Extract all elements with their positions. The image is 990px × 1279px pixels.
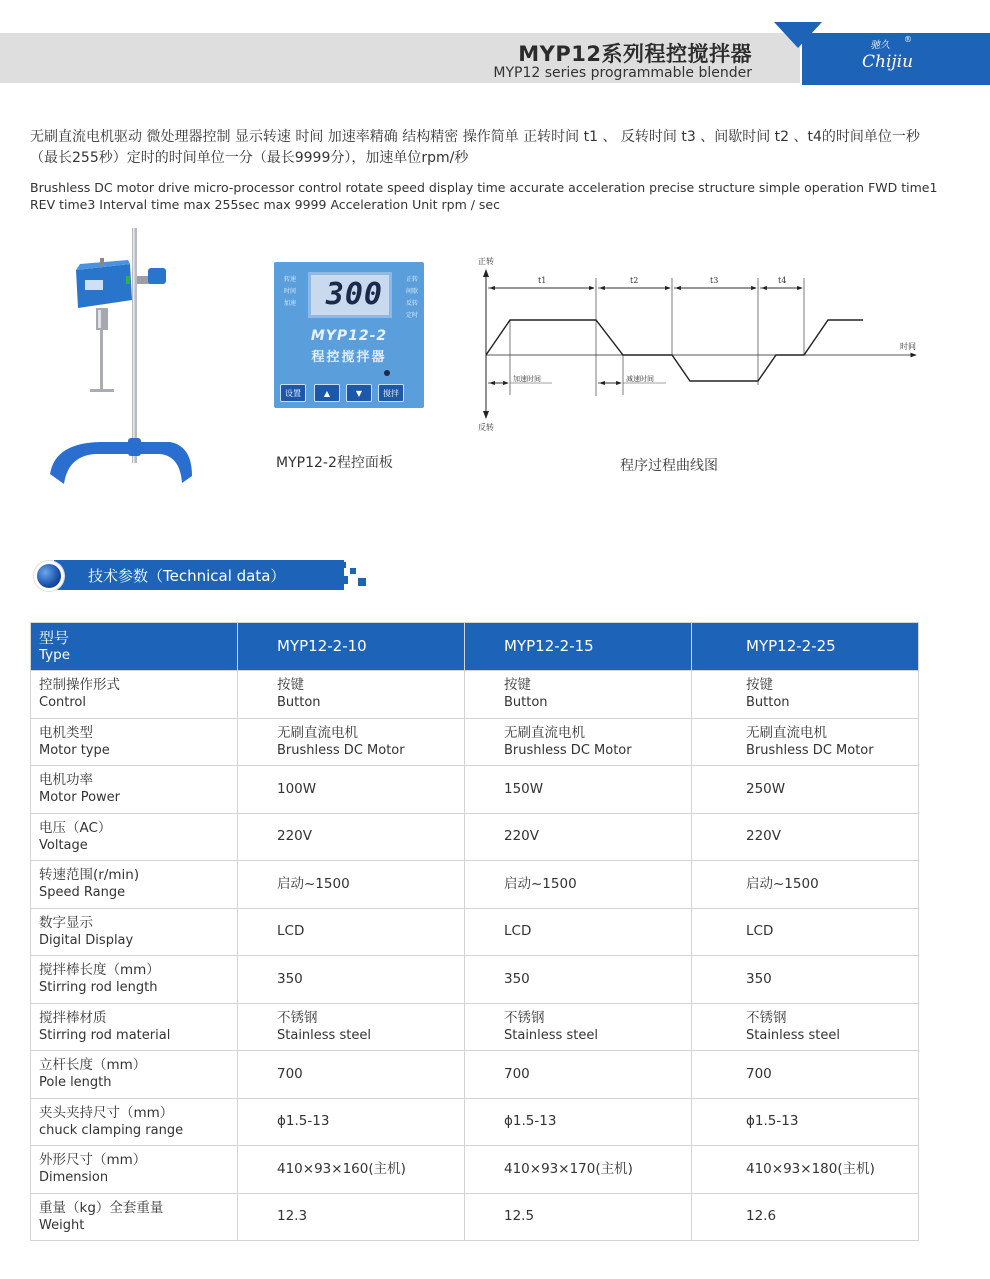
value-cell: 700	[692, 1051, 919, 1099]
brand-logo	[862, 35, 914, 72]
value-cell: 350	[238, 956, 465, 1004]
interval-t2: t2	[630, 276, 639, 285]
row-label-cell: 重量（kg）全套重量 Weight	[31, 1193, 238, 1241]
value-cell: 410×93×180(主机)	[692, 1146, 919, 1194]
row-label-cell: 立杆长度（mm） Pole length	[31, 1051, 238, 1099]
value-cell: 无刷直流电机 Brushless DC Motor	[465, 718, 692, 766]
section-title: 技术参数（Technical data）	[88, 567, 286, 585]
y-bottom-label: 反转	[478, 423, 494, 432]
value-cell: 启动~1500	[238, 861, 465, 909]
panel-left-label: 转速	[284, 276, 297, 283]
technical-data-table	[30, 622, 919, 1241]
row-label-cell: 外形尺寸（mm） Dimension	[31, 1146, 238, 1194]
value-cell: 不锈钢 Stainless steel	[692, 1003, 919, 1051]
table-row	[31, 1098, 919, 1146]
panel-left-label: 加速	[284, 300, 297, 307]
row-label-cell: 电机功率 Motor Power	[31, 766, 238, 814]
interval-t3: t3	[710, 276, 719, 285]
description-en: Brushless DC motor drive micro-processor control rotate speed display time accurate acceleration precise structure simple operation FWD time1 REV time3 Interval time max 255sec max 9999 Acceleration Unit rpm / sec	[30, 180, 938, 212]
logo-en: Chijiu	[862, 52, 914, 72]
row-label-cell: 电机类型 Motor type	[31, 718, 238, 766]
panel-set-button: 设置	[280, 384, 306, 402]
row-label-cell: 搅拌棒材质 Stirring rod material	[31, 1003, 238, 1051]
header-model-cell: MYP12-2-10	[238, 623, 465, 671]
table-header-row	[31, 623, 919, 671]
panel-name: 程控搅拌器	[311, 350, 387, 365]
panel-down-button: ▼	[346, 384, 372, 402]
page-subtitle: MYP12 series programmable blender	[493, 65, 752, 81]
panel-up-button: ▲	[314, 384, 340, 402]
header-notch-shape	[774, 22, 822, 48]
page-header	[0, 0, 990, 100]
value-cell: 350	[692, 956, 919, 1004]
decor-square-icon	[330, 571, 338, 579]
led-indicator-icon	[384, 370, 390, 376]
value-cell: 700	[238, 1051, 465, 1099]
decor-square-icon	[318, 575, 324, 581]
value-cell: 12.6	[692, 1193, 919, 1241]
table-row	[31, 1051, 919, 1099]
row-label-cell: 转速范围(r/min) Speed Range	[31, 861, 238, 909]
decor-square-icon	[350, 568, 356, 574]
table-row	[31, 671, 919, 719]
value-cell: 按键 Button	[465, 671, 692, 719]
value-cell: 250W	[692, 766, 919, 814]
header-model-cell: MYP12-2-25	[692, 623, 919, 671]
value-cell: 启动~1500	[465, 861, 692, 909]
value-cell: 不锈钢 Stainless steel	[238, 1003, 465, 1051]
value-cell: 按键 Button	[692, 671, 919, 719]
header-model-cell: MYP12-2-15	[465, 623, 692, 671]
value-cell: 700	[465, 1051, 692, 1099]
table-row	[31, 718, 919, 766]
row-label-cell: 电压（AC） Voltage	[31, 813, 238, 861]
section-header	[34, 560, 374, 592]
table-row	[31, 1193, 919, 1241]
logo-cn: 驰久	[870, 40, 890, 51]
value-cell: 220V	[465, 813, 692, 861]
value-cell: 启动~1500	[692, 861, 919, 909]
value-cell: 无刷直流电机 Brushless DC Motor	[238, 718, 465, 766]
value-cell: 12.5	[465, 1193, 692, 1241]
value-cell: 100W	[238, 766, 465, 814]
value-cell: 无刷直流电机 Brushless DC Motor	[692, 718, 919, 766]
table-row	[31, 908, 919, 956]
decor-square-icon	[318, 565, 326, 573]
value-cell: LCD	[238, 908, 465, 956]
value-cell: 410×93×170(主机)	[465, 1146, 692, 1194]
x-axis-label: 时间	[900, 342, 916, 351]
table-row	[31, 956, 919, 1004]
table-row	[31, 1003, 919, 1051]
bullet-sphere-icon	[34, 561, 64, 591]
description-cn: 无刷直流电机驱动 微处理器控制 显示转速 时间 加速率精确 结构精密 操作简单 正转时间 t1 、 反转时间 t3 、间歇时间 t2 、t4的时间单位一秒（最长255秒）定时的时间单位一分（最长9999分），加速单位rpm/秒	[30, 129, 920, 166]
value-cell: 不锈钢 Stainless steel	[465, 1003, 692, 1051]
panel-right-label: 正转	[406, 276, 419, 283]
value-cell: 350	[465, 956, 692, 1004]
row-label-cell: 夹头夹持尺寸（mm） chuck clamping range	[31, 1098, 238, 1146]
value-cell: 150W	[465, 766, 692, 814]
panel-model: MYP12-2	[310, 328, 388, 344]
value-cell: 12.3	[238, 1193, 465, 1241]
value-cell: 按键 Button	[238, 671, 465, 719]
panel-right-label: 反转	[406, 300, 419, 307]
header-label-cell: 型号 Type	[31, 623, 238, 671]
row-label-cell: 搅拌棒长度（mm） Stirring rod length	[31, 956, 238, 1004]
lcd-display	[308, 272, 392, 318]
page-title: MYP12系列程控搅拌器	[518, 42, 752, 66]
panel-caption: MYP12-2程控面板	[276, 455, 393, 471]
table-row	[31, 1146, 919, 1194]
panel-stir-button: 搅拌	[378, 384, 404, 402]
interval-t4: t4	[778, 276, 787, 285]
value-cell: ϕ1.5-13	[238, 1098, 465, 1146]
row-label-cell: 数字显示 Digital Display	[31, 908, 238, 956]
registered-icon: ®	[904, 35, 912, 44]
decel-time-label: 减速时间	[626, 375, 654, 383]
decor-square-icon	[340, 576, 348, 584]
row-label-cell: 控制操作形式 Control	[31, 671, 238, 719]
panel-right-label: 间歇	[406, 288, 419, 295]
decor-square-icon	[340, 562, 346, 568]
value-cell: LCD	[465, 908, 692, 956]
control-panel-image	[274, 262, 424, 408]
process-curve-diagram	[470, 250, 930, 440]
value-cell: 220V	[692, 813, 919, 861]
panel-right-label: 定时	[406, 312, 419, 319]
accel-time-label: 加速时间	[513, 375, 541, 383]
stirrer-product-image	[40, 228, 200, 498]
value-cell: 220V	[238, 813, 465, 861]
interval-t1: t1	[538, 276, 547, 285]
value-cell: 410×93×160(主机)	[238, 1146, 465, 1194]
value-cell: ϕ1.5-13	[692, 1098, 919, 1146]
panel-left-label: 时间	[284, 288, 297, 295]
decor-square-icon	[358, 578, 366, 586]
diagram-caption: 程序过程曲线图	[620, 458, 718, 474]
table-row	[31, 861, 919, 909]
value-cell: LCD	[692, 908, 919, 956]
table-row	[31, 813, 919, 861]
y-top-label: 正转	[478, 257, 494, 266]
lcd-value: 300	[325, 277, 383, 312]
value-cell: ϕ1.5-13	[465, 1098, 692, 1146]
table-row	[31, 766, 919, 814]
